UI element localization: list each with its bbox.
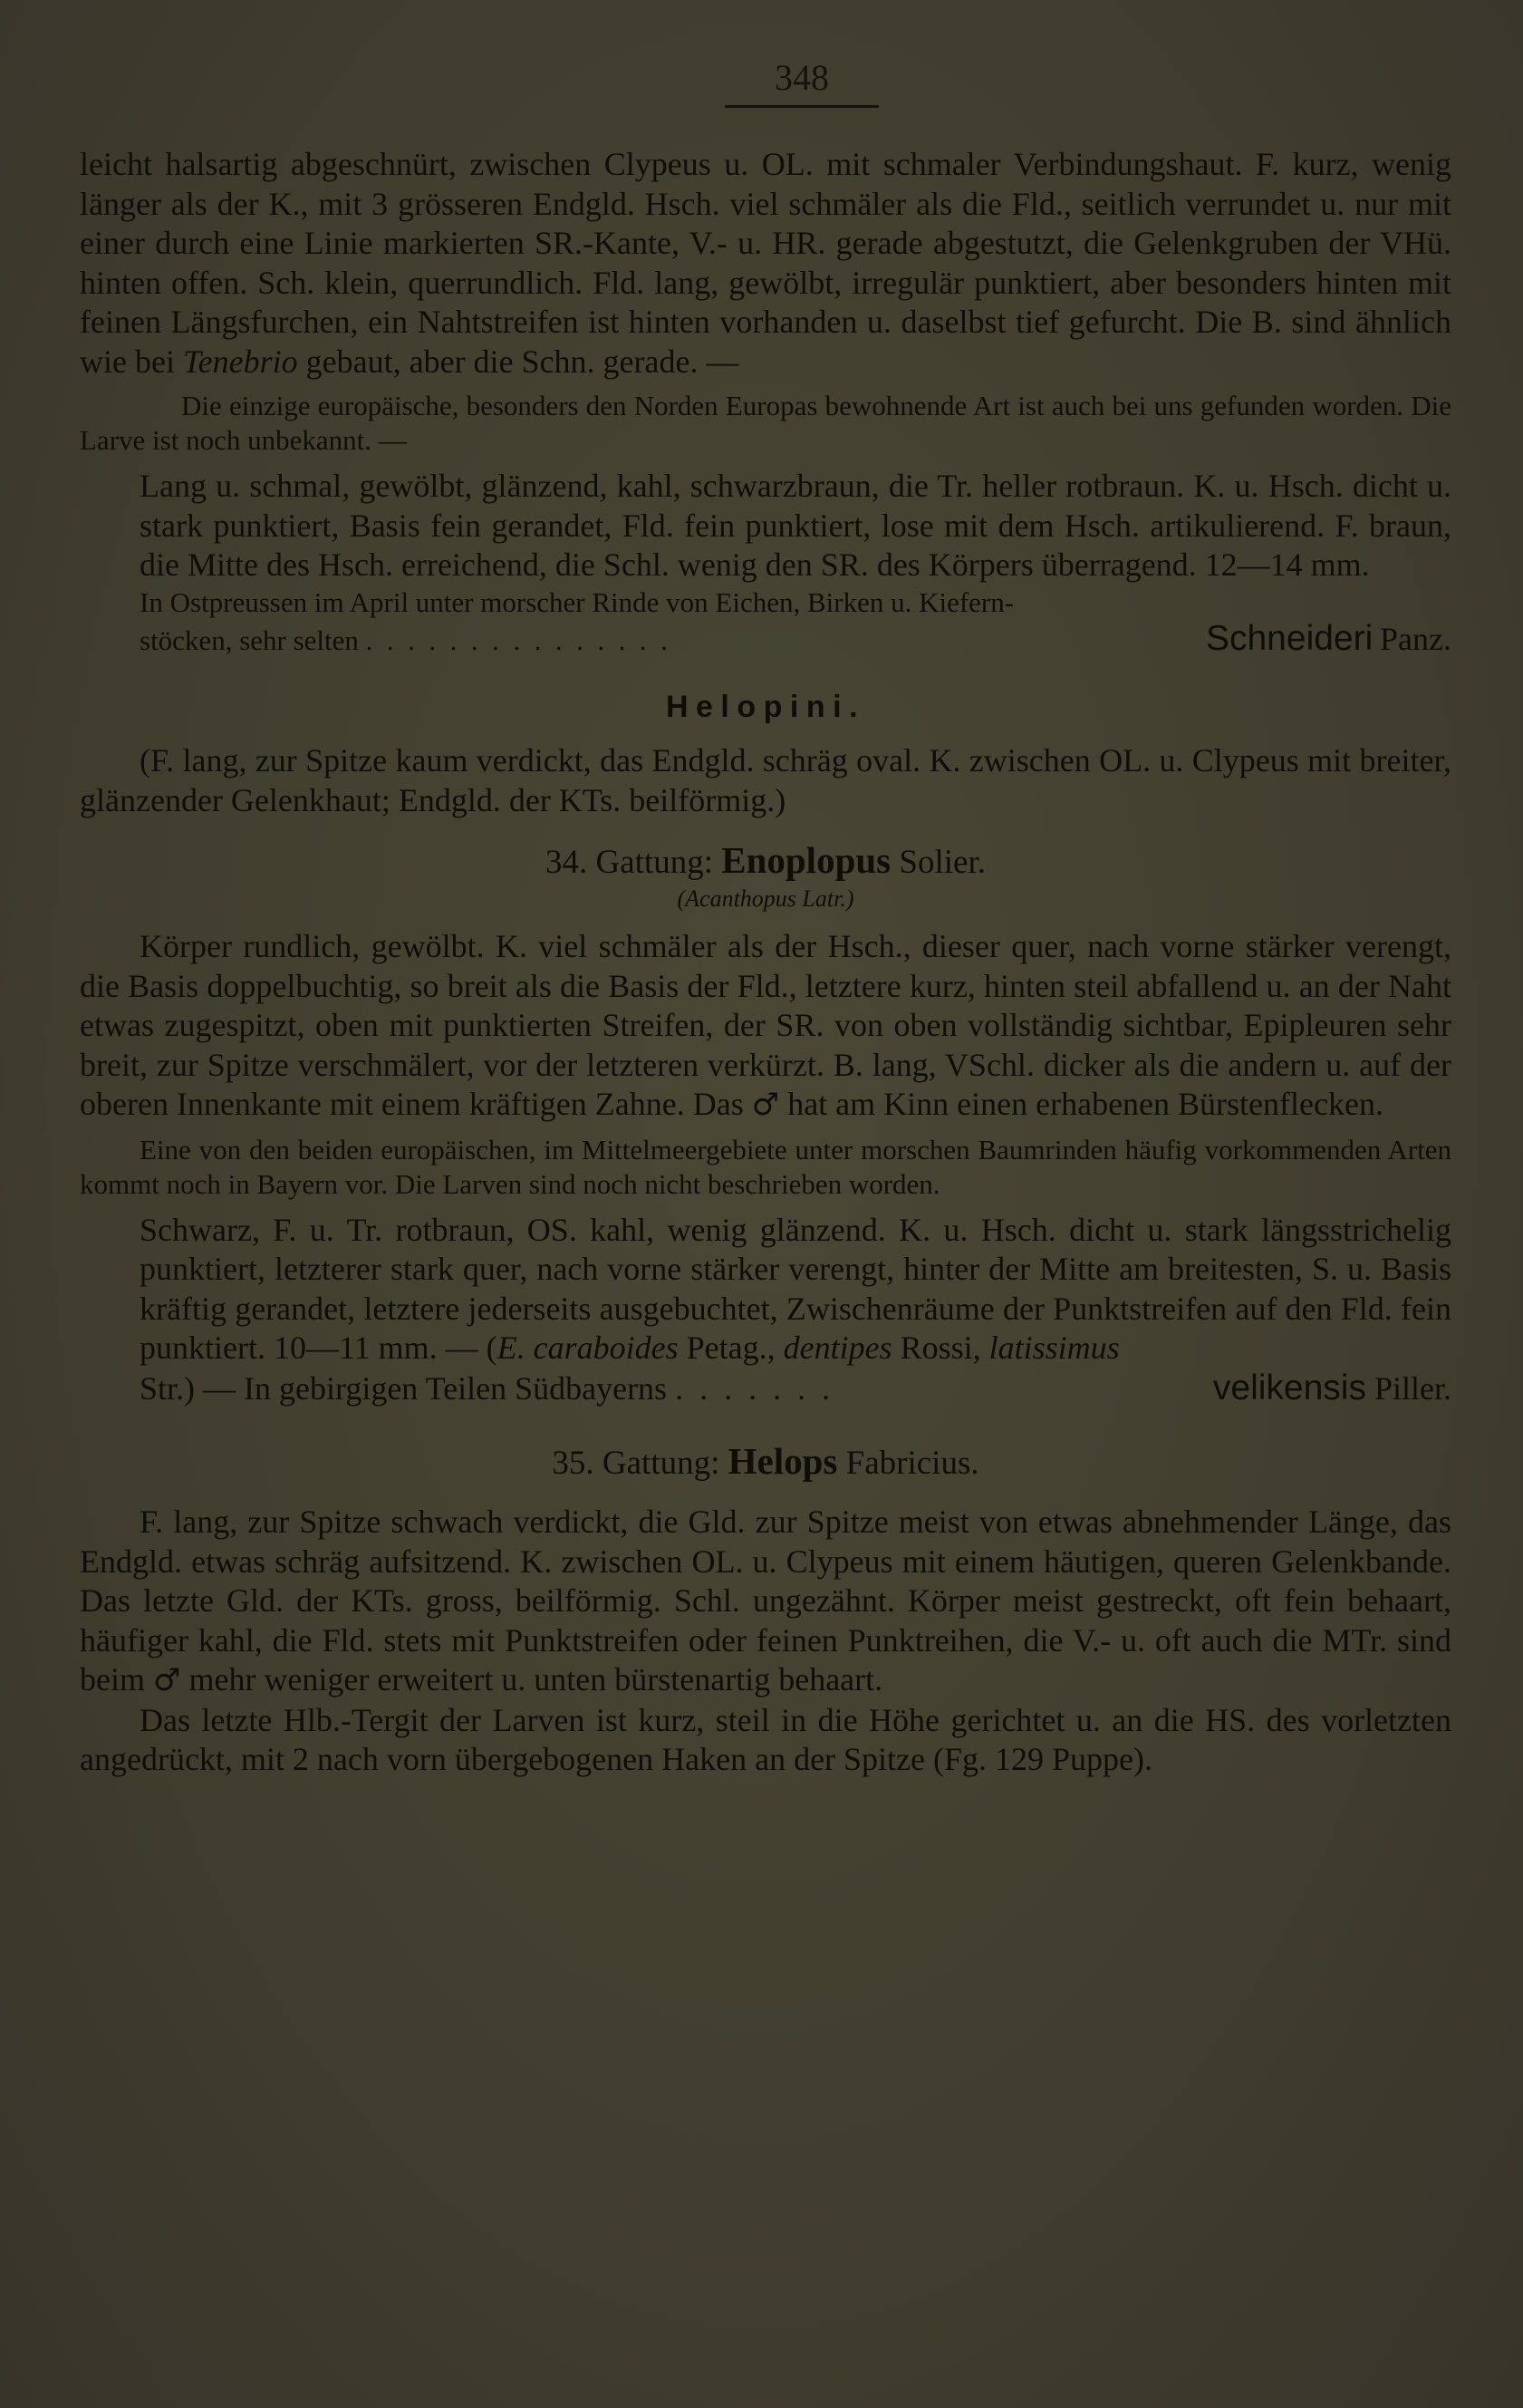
species-description-schneideri	[80, 467, 1451, 659]
male-symbol-icon: ♂	[152, 1662, 181, 1698]
species-name: Schneideri	[1205, 618, 1374, 658]
genus-name: Helops	[728, 1440, 838, 1482]
page-number: 348	[775, 57, 829, 98]
male-symbol-icon: ♂	[751, 1087, 780, 1123]
note-larvae: Eine von den beiden europäischen, im Mittelmeergebiete unter morschen Baumrinden häufig vorkommenden Arten kommt noch in Bayern vor. Die Larven sind noch nicht beschrieben worden.	[80, 1133, 1451, 1200]
species-line: Str.) — In gebirgigen Teilen Südbayerns ....... velikensis Piller.	[140, 1368, 1451, 1407]
description-text: Lang u. schmal, gewölbt, glänzend, kahl, schwarzbraun, die Tr. heller rotbraun. K. u. Hsch. dicht u. stark punktiert, Basis fein gerandet, Fld. fein punktiert, lose mit dem Hsch. artikulierend. F. braun, die Mitte des Hsch. erreichend, die Schl. wenig den SR. des Körpers überragend. 12—14 mm.	[140, 468, 1451, 583]
genus-synonym: (Acanthopus Latr.)	[677, 885, 854, 912]
note-distribution: Die einzige europäische, besonders den Norden Europas bewohnende Art ist auch bei uns gefunden worden. Die Larve ist noch unbekannt. —	[80, 390, 1451, 456]
tribe-heading: Helopini.	[665, 690, 866, 724]
page-content	[80, 145, 1451, 1780]
habitat-text: In Ostpreussen im April unter morscher Rinde von Eichen, Birken u. Kiefern-	[140, 585, 1015, 618]
genus-description-helops: F. lang, zur Spitze schwach verdickt, die Gld. zur Spitze meist von etwas abnehmender Länge, das Endgld. etwas schräg aufsitzend. K. zwischen OL. u. Clypeus mit einem häutigen, queren Gelenkbande. Das letzte Gld. der KTs. gross, beilförmig. Schl. ungezähnt. Körper meist gestreckt, oft fein behaart, häufiger kahl, die Fld. stets mit Punktstreifen oder feinen Punktreihen, die V.- u. oft auch die MTr. sind beim ♂ mehr weniger erweitert u. unten bürstenartig behaart.	[80, 1504, 1451, 1698]
paragraph-continuation: leicht halsartig abgeschnürt, zwischen Clypeus u. OL. mit schmaler Verbindungshaut. F. kurz, wenig länger als der K., mit 3 grösseren Endgld. Hsch. viel schmäler als die Fld., seitlich verrundet u. nur mit einer durch eine Linie markierten SR.-Kante, V.- u. HR. gerade abgestutzt, die Gelenkgruben der VHü. hinten offen. Sch. klein, querrundlich. Fld. lang, gewölbt, irregulär punktiert, aber besonders hinten mit feinen Längsfurchen, ein Nahtstreifen ist hinten vorhanden u. daselbst tief gefurcht. Die B. sind ähnlich wie bei Tenebrio gebaut, aber die Schn. gerade. —	[80, 146, 1451, 380]
genus-name: Enoplopus	[721, 839, 892, 881]
species-description-velikensis: Schwarz, F. u. Tr. rotbraun, OS. kahl, wenig glänzend. K. u. Hsch. dicht u. stark längsstrichelig punktiert, letzterer stark quer, nach vorne stärker verengt, hinter der Mitte am breitesten, S. u. Basis kräftig gerandet, letztere jederseits ausgebuchtet, Zwischenräume der Punktstreifen auf den Fld. fein punktiert. 10—11 mm. — (E. caraboides Petag., dentipes Rossi, latissimus Str.) — In gebirgigen Teilen Südbayerns ....... velikensis Piller.	[140, 1211, 1451, 1407]
genus-description-enoplopus: Körper rundlich, gewölbt. K. viel schmäler als der Hsch., dieser quer, nach vorne stärker verengt, die Basis doppelbuchtig, so breit als die Basis der Fld., letztere kurz, hinten steil abfallend u. an der Naht etwas zugespitzt, oben mit punktierten Streifen, der SR. von oben vollständig sichtbar, Epipleuren sehr breit, zur Spitze verschmälert, vor der letzteren verkürzt. B. lang, VSchl. dicker als die andern u. auf der oberen Innenkante mit einem kräftigen Zahne. Das ♂ hat am Kinn einen erhabenen Bürstenflecken.	[80, 928, 1451, 1123]
genus-heading-helops: 35. Gattung: Helops Fabricius.	[552, 1440, 979, 1482]
larva-description-helops: Das letzte Hlb.-Tergit der Larven ist kurz, steil in die Höhe gerichtet u. an die HS. des vorletzten angedrückt, mit 2 nach vorn übergebogenen Haken an der Spitze (Fg. 129 Puppe).	[80, 1701, 1451, 1777]
species-author: Piller.	[1374, 1369, 1451, 1407]
tribe-description: (F. lang, zur Spitze kaum verdickt, das Endgld. schräg oval. K. zwischen OL. u. Clypeus mit breiter, glänzender Gelenkhaut; Endgld. der KTs. beilförmig.)	[80, 742, 1451, 818]
species-author: Panz.	[1380, 620, 1451, 657]
page-number-rule	[725, 105, 879, 108]
genus-heading-enoplopus: 34. Gattung: Enoplopus Solier.	[545, 839, 986, 881]
species-name: velikensis	[1212, 1368, 1366, 1407]
species-line: stöcken, sehr selten ............... Schneideri Panz.	[140, 618, 1451, 658]
